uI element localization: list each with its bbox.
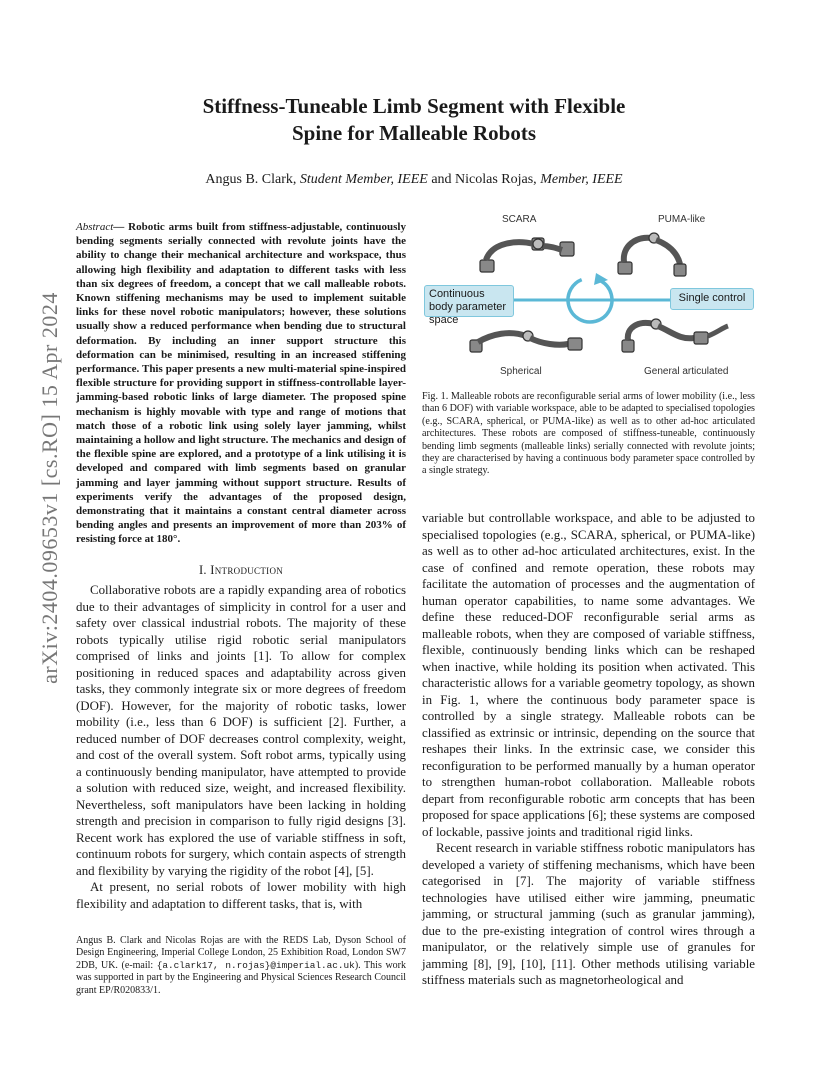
paragraph: variable but controllable workspace, and able to be adjusted to specialised topologies (e.g., SCARA, spherical, or PUMA-like) as well as to other ad-hoc articulated architectures, exist. In the case of confined and remote operation, these robots may facilitate the automation of processes and the augmentation of human operator capabilities, to name some advantages. We define these reduced-DOF reconfigurable serial arms as malleable robots, when they are composed of variable stiffness, flexible, continuously bending links which can be reshaped when inactive, while holding its position when activated. This characteristic allows for a variable geometry topology, as shown in Fig. 1, where the continuous body parameter space is controlled by a single strategy. Malleable robots can be classified as extrinsic or intrinsic, depending on the source that reshapes their links. In the extrinsic case, we consider this reconfiguration to be performed manually by a human operator to strengthen human-robot collaboration. Malleable robots depart from reconfigurable robotic arm concepts that has been proposed for space applications [6]; these systems are composed of lockable, passive joints and traditional rigid links. <box>422 511 755 839</box>
right-column-body <box>422 510 755 989</box>
box-single-control: Single control <box>670 288 754 310</box>
label-scara: SCARA <box>502 214 537 225</box>
figure-caption: Fig. 1. Malleable robots are reconfigurable serial arms of lower mobility (i.e., less than 6 DOF) with variable workspace, able to be adapted to specialised topologies (e.g., SCARA, spherical, or PUMA-like) as well as to other ad-hoc articulated architectures. These robots are composed of stiffness-tuneable, continuously bending limb segments (malleable links) serially connected with revolute joints; they are characterised by having a continuous body parameter space controlled by a single strategy. <box>422 391 755 477</box>
author-2: and Nicolas Rojas, <box>431 172 537 187</box>
label-spherical: Spherical <box>500 366 542 377</box>
footnote <box>76 935 406 997</box>
title-line-2: Spine for Malleable Robots <box>291 121 537 145</box>
abstract <box>76 220 406 547</box>
author-1: Angus B. Clark, <box>205 172 297 187</box>
paragraph: Recent research in variable stiffness robotic manipulators has developed a variety of stiffening mechanisms, which have been categorised in [7]. The majority of variable stiffness technologies have utilised either wire jamming, pneumatic jamming, or structural jamming (such as granular jamming), due to the pre-existing integration of control wires through a manipulator, or the relatively simple use of granules for jamming [8], [9], [10], [11]. Other methods utilising variable stiffness materials such as magnetorheological and <box>422 841 755 987</box>
figure-1 <box>422 212 756 384</box>
footnote-email: {a.clark17, n.rojas}@imperial.ac.uk <box>156 959 355 971</box>
footnote-text-2: ). This work was supported in part by the Engineering and Physical Sciences Research Council grant EP/R020833/1. <box>76 959 406 996</box>
paragraph: At present, no serial robots of lower mobility with high flexibility and adaptation to different tasks, that is, with <box>76 880 406 911</box>
box-parameter-space: Continuous body parameter space <box>424 285 514 317</box>
title-line-1: Stiffness-Tuneable Limb Segment with Flexible <box>202 94 626 118</box>
paper-title <box>0 93 828 147</box>
label-general: General articulated <box>644 366 729 377</box>
abstract-lead: Abstract <box>76 221 114 233</box>
section-title: Introduction <box>210 563 284 577</box>
footnote-text-1: Angus B. Clark and Nicolas Rojas are with the REDS Lab, Dyson School of Design Engineering, Imperial College London, 25 Exhibition Road, London SW7 2DB, UK. (e-mail: <box>76 935 406 971</box>
abstract-text: — Robotic arms built from stiffness-adjustable, continuously bending segments serially connected with revolute joints have the ability to change their mechanical architecture and workspace, thus allowing high flexibility and adaptation to different tasks with less than six degrees of freedom, a concept that we call malleable robots. Known stiffening mechanisms may be used to implement suitable links for these novel robotic manipulators; however, these solutions usually show a reduced performance when bending due to structural deformation. By including an inner support structure this deformation can be minimised, resulting in an increased stiffening performance. This paper presents a new multi-material spine-inspired flexible structure for providing support in stiffness-controllable layer-jamming-based robotic links of large diameter. The proposed spine mechanism is highly movable with type and range of motions that match those of a robotic link using solely layer jamming, whilst maintaining a hollow and light structure. The mechanics and design of the flexible spine are explored, and a prototype of a link utilising it is developed and compared with limb segments based on granular jamming and layer jamming without support structure. Results of experiments verify the advantages of the proposed design, demonstrating that it maintains a constant central diameter across bending angles and presents an improvement of more than 203% of resisting force at 180°. <box>76 221 406 546</box>
left-column-body <box>76 582 406 912</box>
author-1-role: Student Member, IEEE <box>299 172 428 187</box>
puma-robot-image <box>618 233 686 276</box>
spherical-robot-image <box>470 331 582 352</box>
author-2-role: Member, IEEE <box>540 172 623 187</box>
section-number: I. <box>198 563 207 577</box>
arxiv-identifier: arXiv:2404.09653v1 [cs.RO] 15 Apr 2024 <box>37 292 62 684</box>
section-heading <box>76 563 406 578</box>
author-line <box>0 172 828 188</box>
label-puma: PUMA-like <box>658 214 706 225</box>
paragraph: Collaborative robots are a rapidly expanding area of robotics due to their advantages of simplicity in control for a user and safety over classical industrial robots. The majority of these robots typically utilise rigid robotic serial manipulators comprised of links and joints [1]. To allow for complex positioning in reduced spaces and adaptability across given tasks, they commonly integrate six or more degrees of freedom (DOF). However, for the majority of robotic tasks, lower mobility (i.e., less than 6 DOF) is sufficient [2]. Further, a reduced number of DOF decreases control complexity, weight, and cost of the overall system. Soft robot arms, typically using a continuously bending manipulator, have attempted to provide a solution with reduced size, weight, and increased flexibility. Nevertheless, soft manipulators have been lacking in holding strength and precision in comparison to fully rigid designs [3]. Recent work has explored the use of variable stiffness in soft, continuum robots for surgery, which contain aspects of strength and flexibility by varying the rigidity of the robot [4], [5]. <box>76 583 406 878</box>
scara-robot-image <box>480 238 574 272</box>
general-articulated-robot-image <box>622 319 728 352</box>
